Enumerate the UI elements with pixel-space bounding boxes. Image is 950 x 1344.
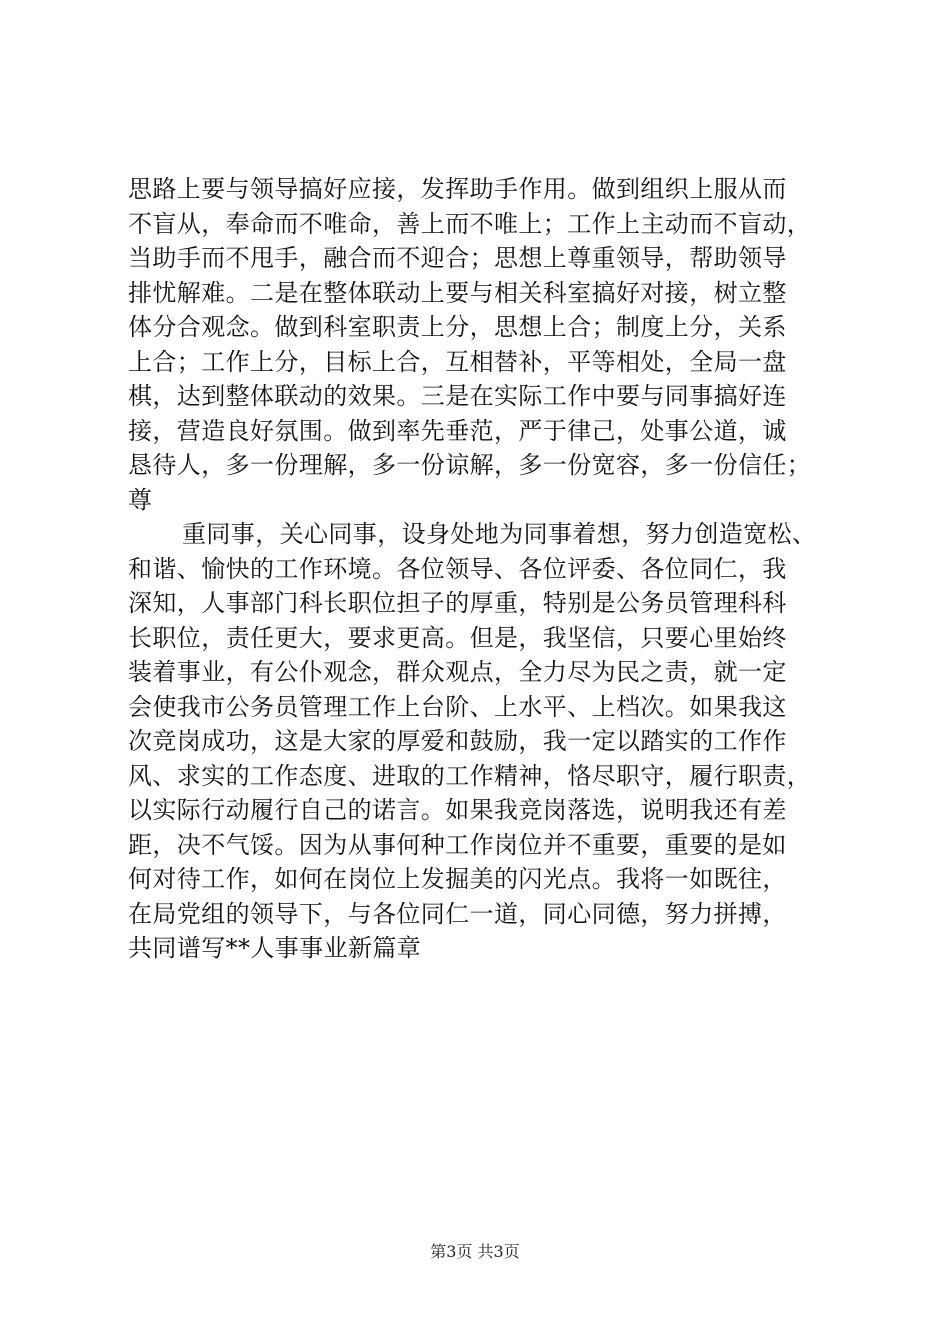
text-line: 恳待人，多一份理解，多一份谅解，多一份宽容，多一份信任； (128, 451, 812, 479)
text-line: 排忧解难。二是在整体联动上要与相关科室搞好对接，树立整 (128, 278, 787, 307)
text-line: 会使我市公务员管理工作上台阶、上水平、上档次。如果我这 (128, 692, 787, 721)
text-line: 接，营造良好氛围。做到率先垂范，严于律己，处事公道，诚 (128, 416, 787, 445)
text-line: 体分合观念。做到科室职责上分，思想上合；制度上分，关系 (128, 313, 787, 341)
document-body (128, 172, 828, 966)
text-line: 上合；工作上分，目标上合，互相替补，平等相处，全局一盘 (128, 347, 787, 376)
text-line: 何对待工作，如何在岗位上发掘美的闪光点。我将一如既往， (128, 865, 787, 893)
text-line: 和谐、愉快的工作环境。各位领导、各位评委、各位同仁，我 (128, 554, 787, 583)
text-line: 以实际行动履行自己的诺言。如果我竞岗落选，说明我还有差 (128, 796, 787, 824)
text-line: 风、求实的工作态度、进取的工作精神，恪尽职守，履行职责， (128, 761, 812, 790)
text-line: 共同谱写**人事事业新篇章 (128, 934, 422, 962)
text-line: 重同事，关心同事，设身处地为同事着想，努力创造宽松、 (182, 520, 817, 548)
text-line: 在局党组的领导下，与各位同仁一道，同心同德，努力拼搏， (128, 899, 787, 928)
text-line: 装着事业，有公仆观念，群众观点，全力尽为民之责，就一定 (128, 658, 787, 686)
paragraph-2 (128, 517, 828, 966)
text-line: 深知，人事部门科长职位担子的厚重，特别是公务员管理科科 (128, 589, 787, 617)
paragraph-1 (128, 172, 828, 517)
text-line: 次竞岗成功，这是大家的厚爱和鼓励，我一定以踏实的工作作 (128, 727, 787, 755)
text-line: 长职位，责任更大，要求更高。但是，我坚信，只要心里始终 (128, 623, 787, 652)
text-line: 尊 (128, 485, 153, 514)
text-line: 当助手而不甩手，融合而不迎合；思想上尊重领导，帮助领导 (128, 244, 787, 272)
page-number-footer: 第3页 共3页 (430, 1242, 520, 1261)
text-line: 棋，达到整体联动的效果。三是在实际工作中要与同事搞好连 (128, 382, 787, 410)
text-line: 思路上要与领导搞好应接，发挥助手作用。做到组织上服从而 (128, 175, 787, 203)
text-line: 距，决不气馁。因为从事何种工作岗位并不重要，重要的是如 (128, 830, 787, 859)
text-line: 不盲从，奉命而不唯命，善上而不唯上；工作上主动而不盲动， (128, 209, 812, 238)
